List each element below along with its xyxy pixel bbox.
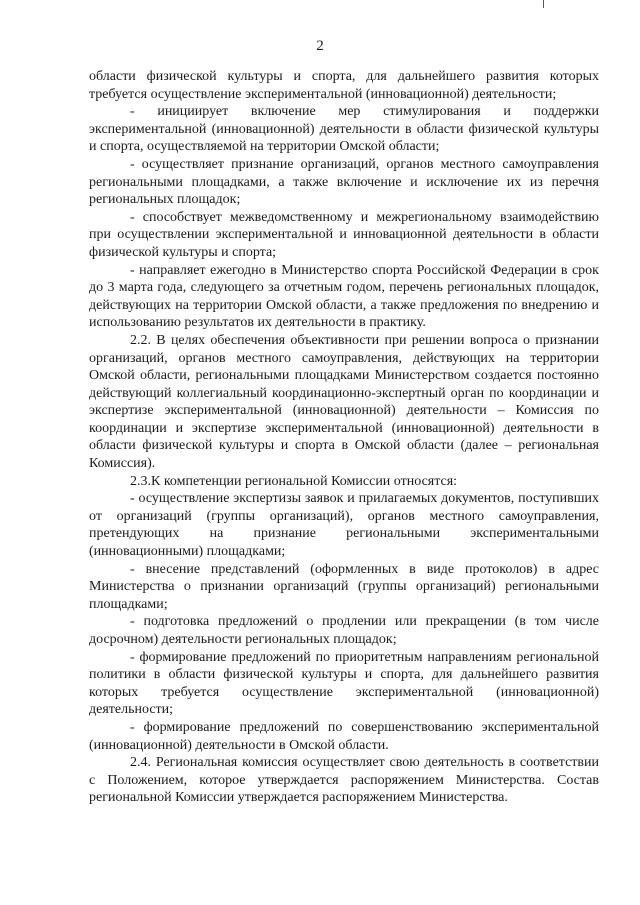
- scan-edge-mark: [543, 0, 544, 8]
- list-item-interaction: - способствует межведомственному и межрегиональному взаимодействию при осуществлении экспериментальной и инновационной деятельности в области физической культуры и спорта;: [89, 209, 599, 260]
- list-item-expertise: - осуществление экспертизы заявок и прилагаемых документов, поступивших от организаций (группы организаций), органов местного самоуправления, претендующих на признание региональными экспериментальными (инновационными) площадками;: [89, 491, 599, 560]
- list-item-recognition: - осуществляет признание организаций, органов местного самоуправления региональными площадками, а также включение и исключение их из перечня региональных площадок;: [89, 156, 599, 208]
- list-item-submissions: - внесение представлений (оформленных в виде протоколов) в адрес Министерства о признании организаций (группы организаций) региональными площадками;: [89, 561, 599, 612]
- clause-2-3: 2.3.К компетенции региональной Комиссии относятся:: [130, 473, 458, 489]
- paragraph-continuation: области физической культуры и спорта, для дальнейшего развития которых требуется осуществление экспериментальной (инновационной) деятельности;: [89, 69, 599, 102]
- list-item-improvement-proposals: - формирование предложений по совершенствованию экспериментальной (инновационной) деятельности в Омской области.: [89, 719, 599, 753]
- clause-2-2: 2.2. В целях обеспечения объективности при решении вопроса о признании организаций, органов местного самоуправления, действующих на территории Омской области, региональными площадками Министерством создается постоянно действующий коллегиальный координационно-экспертный орган по координации и экспертизе экспериментальной (инновационной) деятельности – Комиссия по координации и экспертизе экспериментальной (инновационной) деятельности в области физической культуры и спорта в Омской области (далее – региональная Комиссия).: [89, 332, 599, 472]
- list-item-annual-report: - направляет ежегодно в Министерство спорта Российской Федерации в срок до 3 марта года, следующего за отчетным годом, перечень региональных площадок, действующих на территории Омской области, а также предложения по внедрению и использованию результатов их деятельности в практику.: [89, 262, 599, 331]
- clause-2-4: 2.4. Региональная комиссия осуществляет свою деятельность в соответствии с Положением, которое утверждается распоряжением Министерства. Состав региональной Комиссии утверждается распоряжением Министерства.: [89, 755, 599, 806]
- document-body: [89, 68, 599, 807]
- list-item-initiates-support: - инициирует включение мер стимулирования и поддержки экспериментальной (инновационной) деятельности в области физической культуры и спорта, осуществляемой на территории Омской области;: [89, 104, 599, 155]
- list-item-priority-directions: - формирование предложений по приоритетным направлениям региональной политики в области физической культуры и спорта, для дальнейшего развития которых требуется осуществление экспериментальной (инновационной) деятельности;: [89, 649, 599, 718]
- page-number: 2: [316, 38, 324, 54]
- list-item-extension-proposals: - подготовка предложений о продлении или прекращении (в том числе досрочном) деятельности региональных площадок;: [89, 614, 599, 647]
